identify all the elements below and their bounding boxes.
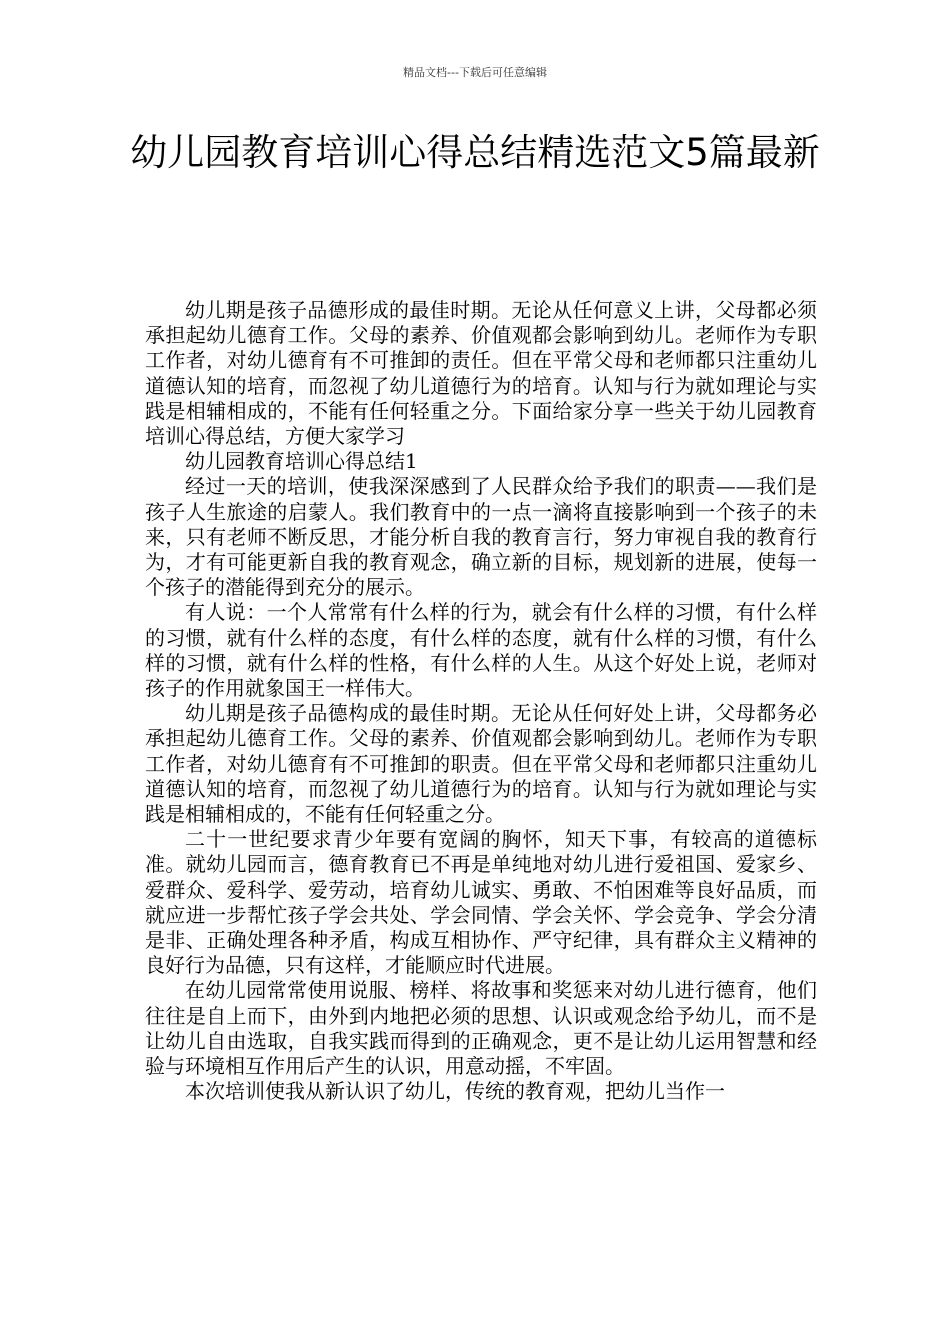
document-header-note: 精品文档---下载后可任意编辑 [403,66,547,79]
body-paragraph: 本次培训使我从新认识了幼儿，传统的教育观，把幼儿当作一 [185,1079,725,1104]
section-heading: 幼儿园教育培训心得总结1 [185,449,418,474]
body-paragraph: 在幼儿园常常使用说服、榜样、将故事和奖惩来对幼儿进行德育，他们往往是自上而下，由外到内地把必须的思想、认识或观念给予幼儿，而不是让幼儿自由选取，自我实践而得到的正确观念，更不是让幼儿运用智慧和经验与环境相互作用后产生的认识，用意动摇，不牢固。 [145,978,817,1079]
document-body [145,298,817,1105]
document-title: 幼儿园教育培训心得总结精选范文5篇最新 [130,131,820,174]
body-paragraph: 经过一天的培训，使我深深感到了人民群众给予我们的职责——我们是孩子人生旅途的启蒙人。我们教育中的一点一滴将直接影响到一个孩子的未来，只有老师不断反思，才能分析自我的教育言行，努力审视自我的教育行为，才有可能更新自我的教育观念，确立新的目标，规划新的进展，使每一个孩子的潜能得到充分的展示。 [145,474,817,600]
body-paragraph: 有人说：一个人常常有什么样的行为，就会有什么样的习惯，有什么样的习惯，就有什么样的态度，有什么样的态度，就有什么样的习惯，有什么样的习惯，就有什么样的性格，有什么样的人生。从这个好处上说，老师对孩子的作用就象国王一样伟大。 [145,600,817,701]
intro-paragraph: 幼儿期是孩子品德形成的最佳时期。无论从任何意义上讲，父母都必须承担起幼儿德育工作。父母的素养、价值观都会影响到幼儿。老师作为专职工作者，对幼儿德育有不可推卸的责任。但在平常父母和老师都只注重幼儿道德认知的培育，而忽视了幼儿道德行为的培育。认知与行为就如理论与实践是相辅相成的，不能有任何轻重之分。下面给家分享一些关于幼儿园教育培训心得总结，方便大家学习 [145,298,817,449]
body-paragraph: 幼儿期是孩子品德构成的最佳时期。无论从任何好处上讲，父母都务必承担起幼儿德育工作。父母的素养、价值观都会影响到幼儿。老师作为专职工作者，对幼儿德育有不可推卸的职责。但在平常父母和老师都只注重幼儿道德认知的培育，而忽视了幼儿道德行为的培育。认知与行为就如理论与实践是相辅相成的，不能有任何轻重之分。 [145,701,817,827]
body-paragraph: 二十一世纪要求青少年要有宽阔的胸怀，知天下事，有较高的道德标准。就幼儿园而言，德育教育已不再是单纯地对幼儿进行爱祖国、爱家乡、爱群众、爱科学、爱劳动，培育幼儿诚实、勇敢、不怕困难等良好品质，而就应进一步帮忙孩子学会共处、学会同情、学会关怀、学会竞争、学会分清是非、正确处理各种矛盾，构成互相协作、严守纪律，具有群众主义精神的良好行为品德，只有这样，才能顺应时代进展。 [145,827,817,978]
